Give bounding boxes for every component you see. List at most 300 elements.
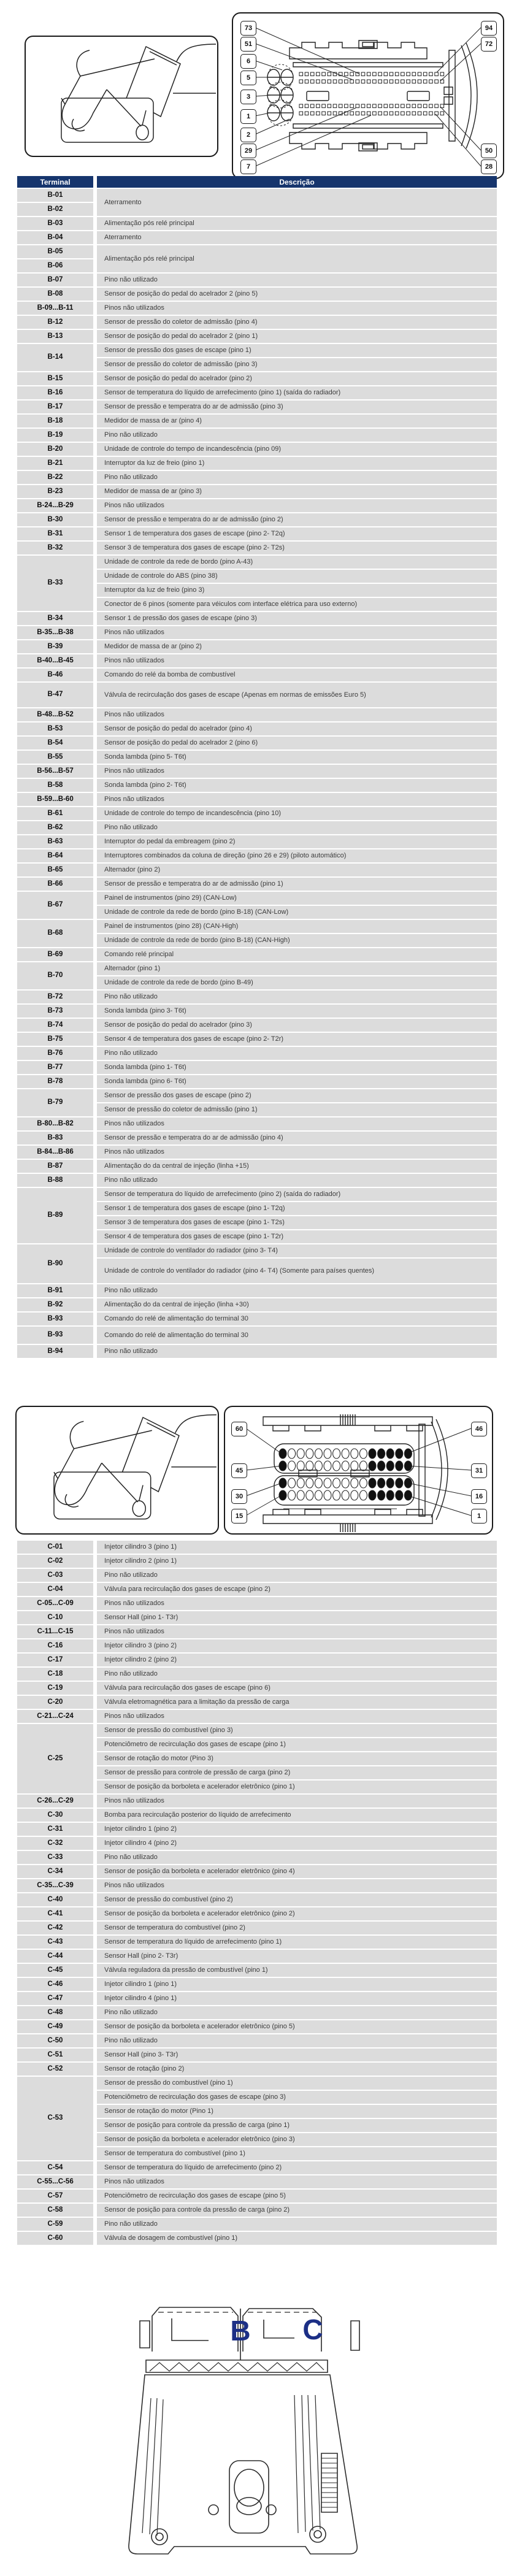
terminal-cell: B-15 [17, 372, 93, 385]
description-cell: Sensor de posição para controle da pressão de carga (pino 1) [93, 2119, 497, 2132]
pin-callout: 28 [481, 159, 497, 174]
description-cell: Sensor de posição da borboleta e acelerador eletrônico (pino 5) [93, 2020, 497, 2033]
description-cell: Sensor de pressão para controle de pressão de carga (pino 2) [93, 1766, 497, 1779]
table-row [17, 2020, 497, 2033]
description-cell: Sensor de pressão do coletor de admissão (pino 1) [93, 1103, 497, 1116]
terminal-cell: B-06 [17, 259, 93, 272]
table-row [17, 499, 497, 512]
table-row [17, 485, 497, 498]
description-cell: Sensor de temperatura do combustível (pino 2) [93, 1922, 497, 1934]
pin-callout: 2 [240, 128, 256, 142]
description-cell: Sensor de posição da borboleta e acelerador eletrônico (pino 4) [93, 1865, 497, 1878]
description-cell: Medidor de massa de ar (pino 2) [93, 640, 497, 653]
description-cell: Válvula para recirculação dos gases de escape (pino 2) [93, 1583, 497, 1596]
table-row [17, 1907, 497, 1920]
description-cell: Válvula para recirculação dos gases de escape (pino 6) [93, 1682, 497, 1695]
table-row [17, 892, 497, 905]
terminal-cell: B-08 [17, 288, 93, 301]
terminal-cell: B-03 [17, 217, 93, 230]
terminal-cell: C-25 [17, 1724, 93, 1793]
pin-callout: 16 [471, 1489, 487, 1504]
terminal-cell: C-16 [17, 1639, 93, 1652]
description-cell: Válvula eletromagnética para a limitação da pressão de carga [93, 1696, 497, 1709]
table-row [17, 527, 497, 540]
terminal-cell: B-39 [17, 640, 93, 653]
table-row [17, 1625, 497, 1638]
description-cell: Pinos não utilizados [93, 708, 497, 721]
terminal-cell: B-23 [17, 485, 93, 498]
terminal-cell: C-31 [17, 1823, 93, 1836]
description-cell: Pino não utilizado [93, 2034, 497, 2047]
terminal-cell: B-14 [17, 344, 93, 371]
description-cell: Sensor 3 de temperatura dos gases de escape (pino 2- T2s) [93, 542, 497, 554]
table-row [17, 401, 497, 413]
terminal-cell: B-87 [17, 1160, 93, 1173]
description-cell: Pino não utilizado [93, 274, 497, 286]
terminal-cell: C-21...C-24 [17, 1710, 93, 1723]
table-row [17, 1823, 497, 1836]
terminal-cell: C-04 [17, 1583, 93, 1596]
table-row [17, 1597, 497, 1610]
description-cell: Válvula reguladora da pressão de combustível (pino 1) [93, 1964, 497, 1977]
table-row [17, 1284, 497, 1297]
terminal-cell: B-53 [17, 723, 93, 735]
terminal-cell: C-60 [17, 2232, 93, 2245]
description-cell: Pinos não utilizados [93, 1879, 497, 1892]
terminal-cell: B-35...B-38 [17, 626, 93, 639]
description-cell: Sensor 4 de temperatura dos gases de escape (pino 1- T2r) [93, 1230, 497, 1243]
terminal-cell: B-09...B-11 [17, 302, 93, 315]
description-cell: Sensor de pressão e temperatra do ar de admissão (pino 2) [93, 513, 497, 526]
description-cell: Pinos não utilizados [93, 765, 497, 778]
description-cell: Injetor cilindro 1 (pino 1) [93, 1978, 497, 1991]
description-cell: Sonda lambda (pino 2- T6t) [93, 779, 497, 792]
terminal-cell: B-12 [17, 316, 93, 329]
table-row [17, 1950, 497, 1963]
description-cell: Unidade de controle do tempo de incandescência (pino 10) [93, 807, 497, 820]
table-row [17, 626, 497, 639]
terminal-cell: C-41 [17, 1907, 93, 1920]
pin-callout: 30 [231, 1489, 247, 1504]
table-row [17, 835, 497, 848]
description-cell: Pinos não utilizados [93, 1597, 497, 1610]
terminal-cell: B-62 [17, 821, 93, 834]
terminal-cell: C-45 [17, 1964, 93, 1977]
terminal-cell: C-19 [17, 1682, 93, 1695]
terminal-cell: C-10 [17, 1611, 93, 1624]
description-cell: Pino não utilizado [93, 821, 497, 834]
terminal-cell: B-88 [17, 1174, 93, 1187]
terminal-cell: B-24...B-29 [17, 499, 93, 512]
pin-callout: 1 [471, 1509, 487, 1524]
terminal-cell: B-93 [17, 1313, 93, 1325]
terminal-cell: B-59...B-60 [17, 793, 93, 806]
table-row [17, 821, 497, 834]
description-cell: Sensor de pressão do combustível (pino 1) [93, 2077, 497, 2090]
description-cell: Comando relé principal [93, 948, 497, 961]
terminal-cell: C-43 [17, 1936, 93, 1949]
description-cell: Sensor de posição da borboleta e acelerador eletrônico (pino 1) [93, 1781, 497, 1793]
description-cell: Pino não utilizado [93, 1174, 497, 1187]
description-cell: Sensor de temperatura do líquido de arrefecimento (pino 1) [93, 1936, 497, 1949]
terminal-cell: C-47 [17, 1992, 93, 2005]
description-cell: Sensor de posição do pedal do acelrador (pino 4) [93, 723, 497, 735]
description-cell: Sensor de pressão e temperatra do ar de admissão (pino 3) [93, 401, 497, 413]
terminal-cell: C-55...C-56 [17, 2175, 93, 2188]
table-row [17, 669, 497, 681]
terminal-cell: B-75 [17, 1033, 93, 1046]
table-row [17, 1668, 497, 1681]
description-cell: Interruptor da luz de freio (pino 1) [93, 457, 497, 470]
terminal-cell: B-65 [17, 864, 93, 876]
ecu-illustration [110, 2269, 393, 2570]
description-cell: Interruptor do pedal da embreagem (pino 2) [93, 835, 497, 848]
description-cell: Sensor 1 de pressão dos gases de escape (pino 3) [93, 612, 497, 625]
description-cell: Sensor de posição para controle da pressão de carga (pino 2) [93, 2204, 497, 2217]
terminal-cell: B-56...B-57 [17, 765, 93, 778]
description-cell: Pino não utilizado [93, 1569, 497, 1582]
table-row [17, 1654, 497, 1666]
terminal-cell: B-17 [17, 401, 93, 413]
terminal-cell: B-40...B-45 [17, 654, 93, 667]
description-cell: Injetor cilindro 2 (pino 1) [93, 1555, 497, 1568]
terminal-cell: C-40 [17, 1893, 93, 1906]
table-row [17, 2161, 497, 2174]
terminal-cell: C-05...C-09 [17, 1597, 93, 1610]
table-row [17, 1033, 497, 1046]
terminal-cell: B-07 [17, 274, 93, 286]
description-cell: Medidor de massa de ar (pino 4) [93, 415, 497, 427]
pin-callout: 15 [231, 1509, 247, 1524]
table-row [17, 316, 497, 329]
terminal-cell: B-94 [17, 1345, 93, 1358]
terminal-cell: C-51 [17, 2049, 93, 2061]
description-cell: Pino não utilizado [93, 1668, 497, 1681]
terminal-cell: B-30 [17, 513, 93, 526]
terminal-cell: C-35...C-39 [17, 1879, 93, 1892]
table-row [17, 708, 497, 721]
description-cell: Alimentação do da central de injeção (linha +30) [93, 1298, 497, 1311]
description-cell: Pino não utilizado [93, 1851, 497, 1864]
table-row [17, 1019, 497, 1032]
description-cell: Alimentação do da central de injeção (linha +15) [93, 1160, 497, 1173]
table-row [17, 640, 497, 653]
description-cell: Pino não utilizado [93, 429, 497, 442]
pin-callout: 73 [240, 21, 256, 36]
table-row [17, 723, 497, 735]
table-row [17, 2175, 497, 2188]
connector-c-latch-illustration [15, 1406, 219, 1535]
terminal-cell: B-63 [17, 835, 93, 848]
table-row [17, 1893, 497, 1906]
table-row [17, 1682, 497, 1695]
pin-callout: 31 [471, 1463, 487, 1478]
description-cell: Bomba para recirculação posterior do líquido de arrefecimento [93, 1809, 497, 1822]
description-cell: Sensor de rotação do motor (Pino 3) [93, 1752, 497, 1765]
terminal-cell: B-76 [17, 1047, 93, 1060]
table-row [17, 683, 497, 707]
table-row [17, 372, 497, 385]
description-cell: Sensor de posição do pedal do acelrador (pino 3) [93, 1019, 497, 1032]
description-cell: Potenciômetro de recirculação dos gases de escape (pino 5) [93, 2190, 497, 2202]
description-cell: Sensor de temperatura do combustível (pino 1) [93, 2147, 497, 2160]
connector-b-pin-diagram [232, 12, 504, 179]
pin-callout: 46 [471, 1422, 487, 1436]
description-cell: Sensor de posição do pedal do acelrador (pino 2) [93, 372, 497, 385]
table-row [17, 2204, 497, 2217]
table-row [17, 245, 497, 258]
pin-callout: 1 [240, 109, 256, 124]
terminal-cell: C-53 [17, 2077, 93, 2160]
table-row [17, 920, 497, 933]
terminal-cell: C-46 [17, 1978, 93, 1991]
terminal-cell: C-59 [17, 2218, 93, 2231]
terminal-cell: B-54 [17, 737, 93, 749]
table-row [17, 1879, 497, 1892]
description-cell: Sensor de posição do pedal do acelrador 2 (pino 6) [93, 737, 497, 749]
table-row [17, 1345, 497, 1358]
terminal-cell: B-33 [17, 556, 93, 611]
table-row [17, 2006, 497, 2019]
terminal-cell: B-16 [17, 386, 93, 399]
table-row [17, 1089, 497, 1102]
terminal-cell: B-31 [17, 527, 93, 540]
table-row [17, 2034, 497, 2047]
terminal-cell: C-42 [17, 1922, 93, 1934]
terminal-cell: C-18 [17, 1668, 93, 1681]
table-row [17, 471, 497, 484]
description-cell: Sensor de pressão e temperatra do ar de admissão (pino 1) [93, 878, 497, 891]
table-row [17, 864, 497, 876]
ecu-connector-b-label: B [230, 2315, 251, 2347]
terminal-cell: C-44 [17, 1950, 93, 1963]
terminal-cell: C-34 [17, 1865, 93, 1878]
table-row [17, 344, 497, 357]
table-row [17, 751, 497, 764]
table-row [17, 765, 497, 778]
description-cell: Unidade de controle do ventilador do radiador (pino 4- T4) (Somente para países quentes) [93, 1259, 497, 1283]
description-cell: Sensor de posição do pedal do acelrador 2 (pino 1) [93, 330, 497, 343]
terminal-cell: B-55 [17, 751, 93, 764]
description-cell: Alimentação pós relé principal [93, 217, 497, 230]
terminal-cell: C-33 [17, 1851, 93, 1864]
description-cell: Pinos não utilizados [93, 2175, 497, 2188]
description-cell: Injetor cilindro 1 (pino 2) [93, 1823, 497, 1836]
table-row [17, 1809, 497, 1822]
table-row [17, 2232, 497, 2245]
terminal-cell: B-79 [17, 1089, 93, 1116]
description-cell: Sonda lambda (pino 3- T6t) [93, 1005, 497, 1018]
description-cell: Pinos não utilizados [93, 302, 497, 315]
description-cell: Aterramento [93, 189, 497, 216]
description-column-header: Descrição [93, 176, 497, 188]
description-cell: Sensor de pressão do coletor de admissão (pino 3) [93, 358, 497, 371]
table-row [17, 1146, 497, 1159]
table-row [17, 1922, 497, 1934]
description-cell: Potenciômetro de recirculação dos gases de escape (pino 1) [93, 1738, 497, 1751]
terminal-cell: B-64 [17, 849, 93, 862]
terminal-cell: C-54 [17, 2161, 93, 2174]
table-row [17, 654, 497, 667]
terminal-cell: B-20 [17, 443, 93, 456]
terminal-cell: B-04 [17, 231, 93, 244]
description-cell: Sensor 1 de temperatura dos gases de escape (pino 1- T2q) [93, 1202, 497, 1215]
terminal-cell: C-01 [17, 1541, 93, 1554]
table-row [17, 1174, 497, 1187]
description-cell: Sensor Hall (pino 1- T3r) [93, 1611, 497, 1624]
description-cell: Unidade de controle da rede de bordo (pino A-43) [93, 556, 497, 569]
terminal-cell: C-32 [17, 1837, 93, 1850]
terminal-cell: C-11...C-15 [17, 1625, 93, 1638]
table-row [17, 1639, 497, 1652]
description-cell: Pino não utilizado [93, 2218, 497, 2231]
table-row [17, 1005, 497, 1018]
description-cell: Pinos não utilizados [93, 1625, 497, 1638]
table-row [17, 1978, 497, 1991]
table-row [17, 1936, 497, 1949]
description-cell: Pino não utilizado [93, 1047, 497, 1060]
description-cell: Sonda lambda (pino 5- T6t) [93, 751, 497, 764]
table-row [17, 849, 497, 862]
table-row [17, 1327, 497, 1344]
description-cell: Pinos não utilizados [93, 654, 497, 667]
table-row [17, 2190, 497, 2202]
terminal-cell: C-20 [17, 1696, 93, 1709]
table-row [17, 429, 497, 442]
table-row [17, 878, 497, 891]
description-cell: Unidade de controle do tempo de incandescência (pino 09) [93, 443, 497, 456]
pin-callout: 94 [481, 21, 497, 36]
table-row [17, 1795, 497, 1807]
terminal-cell: B-32 [17, 542, 93, 554]
connector-c-drawing-icon [225, 1407, 492, 1533]
terminal-cell: C-49 [17, 2020, 93, 2033]
table-row [17, 779, 497, 792]
terminal-cell: B-89 [17, 1188, 93, 1243]
terminal-cell: B-69 [17, 948, 93, 961]
latch-drawing-icon [17, 1407, 218, 1533]
table-row [17, 1075, 497, 1088]
description-cell: Sensor de pressão do combustível (pino 3) [93, 1724, 497, 1737]
table-row [17, 415, 497, 427]
table-row [17, 1710, 497, 1723]
terminal-cell: C-50 [17, 2034, 93, 2047]
description-cell: Sonda lambda (pino 1- T6t) [93, 1061, 497, 1074]
table-row [17, 1696, 497, 1709]
description-cell: Interruptores combinados da coluna de direção (pino 26 e 29) (piloto automático) [93, 849, 497, 862]
terminal-cell: B-74 [17, 1019, 93, 1032]
table-row [17, 288, 497, 301]
table-row [17, 1061, 497, 1074]
description-cell: Injetor cilindro 2 (pino 2) [93, 1654, 497, 1666]
terminal-cell: C-58 [17, 2204, 93, 2217]
terminal-cell: C-52 [17, 2063, 93, 2076]
table-row [17, 274, 497, 286]
description-cell: Sensor Hall (pino 2- T3r) [93, 1950, 497, 1963]
description-cell: Pinos não utilizados [93, 1146, 497, 1159]
table-row [17, 542, 497, 554]
description-cell: Sensor de temperatura do líquido de arrefecimento (pino 1) (saída do radiador) [93, 386, 497, 399]
table-row [17, 457, 497, 470]
description-cell: Comando do relé da bomba de combustível [93, 669, 497, 681]
connector-c-pin-diagram [224, 1406, 493, 1535]
description-cell: Unidade de controle da rede de bordo (pino B-18) (CAN-Low) [93, 906, 497, 919]
terminal-cell: B-34 [17, 612, 93, 625]
description-cell: Sensor de posição do pedal do acelrador 2 (pino 5) [93, 288, 497, 301]
description-cell: Painel de instrumentos (pino 28) (CAN-High) [93, 920, 497, 933]
description-cell: Sensor de pressão dos gases de escape (pino 2) [93, 1089, 497, 1102]
pin-callout: 3 [240, 90, 256, 104]
table-row [17, 1837, 497, 1850]
description-cell: Unidade de controle da rede de bordo (pino B-49) [93, 976, 497, 989]
terminal-cell: B-58 [17, 779, 93, 792]
description-cell: Sensor de pressão dos gases de escape (pino 1) [93, 344, 497, 357]
terminal-column-header: Terminal [17, 176, 93, 188]
terminal-table-c [17, 1539, 497, 2246]
description-cell: Sensor de rotação (pino 2) [93, 2063, 497, 2076]
terminal-cell: C-48 [17, 2006, 93, 2019]
description-cell: Pino não utilizado [93, 991, 497, 1003]
table-row [17, 1188, 497, 1201]
terminal-cell: B-47 [17, 683, 93, 707]
terminal-cell: B-18 [17, 415, 93, 427]
description-cell: Válvula de dosagem de combustível (pino 1) [93, 2232, 497, 2245]
table-row [17, 513, 497, 526]
description-cell: Sensor 1 de temperatura dos gases de escape (pino 2- T2q) [93, 527, 497, 540]
description-cell: Sensor de temperatura do líquido de arrefecimento (pino 2) [93, 2161, 497, 2174]
terminal-cell: B-83 [17, 1132, 93, 1144]
terminal-cell: B-84...B-86 [17, 1146, 93, 1159]
description-cell: Sensor de posição da borboleta e acelerador eletrônico (pino 3) [93, 2133, 497, 2146]
table-row [17, 217, 497, 230]
description-cell: Sensor Hall (pino 3- T3r) [93, 2049, 497, 2061]
terminal-cell: C-57 [17, 2190, 93, 2202]
terminal-cell: C-26...C-29 [17, 1795, 93, 1807]
description-cell: Pinos não utilizados [93, 1710, 497, 1723]
terminal-cell: C-17 [17, 1654, 93, 1666]
table-row [17, 1851, 497, 1864]
description-cell: Pinos não utilizados [93, 626, 497, 639]
description-cell: Unidade de controle da rede de bordo (pino B-18) (CAN-High) [93, 934, 497, 947]
table-row [17, 1541, 497, 1554]
terminal-cell: B-13 [17, 330, 93, 343]
table-row [17, 962, 497, 975]
description-cell: Interruptor da luz de freio (pino 3) [93, 584, 497, 597]
description-cell: Injetor cilindro 4 (pino 1) [93, 1992, 497, 2005]
terminal-cell: B-67 [17, 892, 93, 919]
table-row [17, 1117, 497, 1130]
table-row [17, 1244, 497, 1257]
terminal-cell: B-93 [17, 1327, 93, 1344]
pin-callout: 60 [231, 1422, 247, 1436]
terminal-cell: B-19 [17, 429, 93, 442]
table-row [17, 330, 497, 343]
table-row [17, 1724, 497, 1737]
terminal-cell: B-05 [17, 245, 93, 258]
table-row [17, 1160, 497, 1173]
table-row [17, 556, 497, 569]
table-row [17, 386, 497, 399]
description-cell: Pino não utilizado [93, 2006, 497, 2019]
pin-callout: 72 [481, 37, 497, 52]
terminal-cell: B-02 [17, 203, 93, 216]
description-cell: Potenciômetro de recirculação dos gases de escape (pino 3) [93, 2091, 497, 2104]
terminal-cell: B-46 [17, 669, 93, 681]
terminal-cell: B-77 [17, 1061, 93, 1074]
description-cell: Aterramento [93, 231, 497, 244]
description-cell: Painel de instrumentos (pino 29) (CAN-Low) [93, 892, 497, 905]
table-row [17, 1569, 497, 1582]
